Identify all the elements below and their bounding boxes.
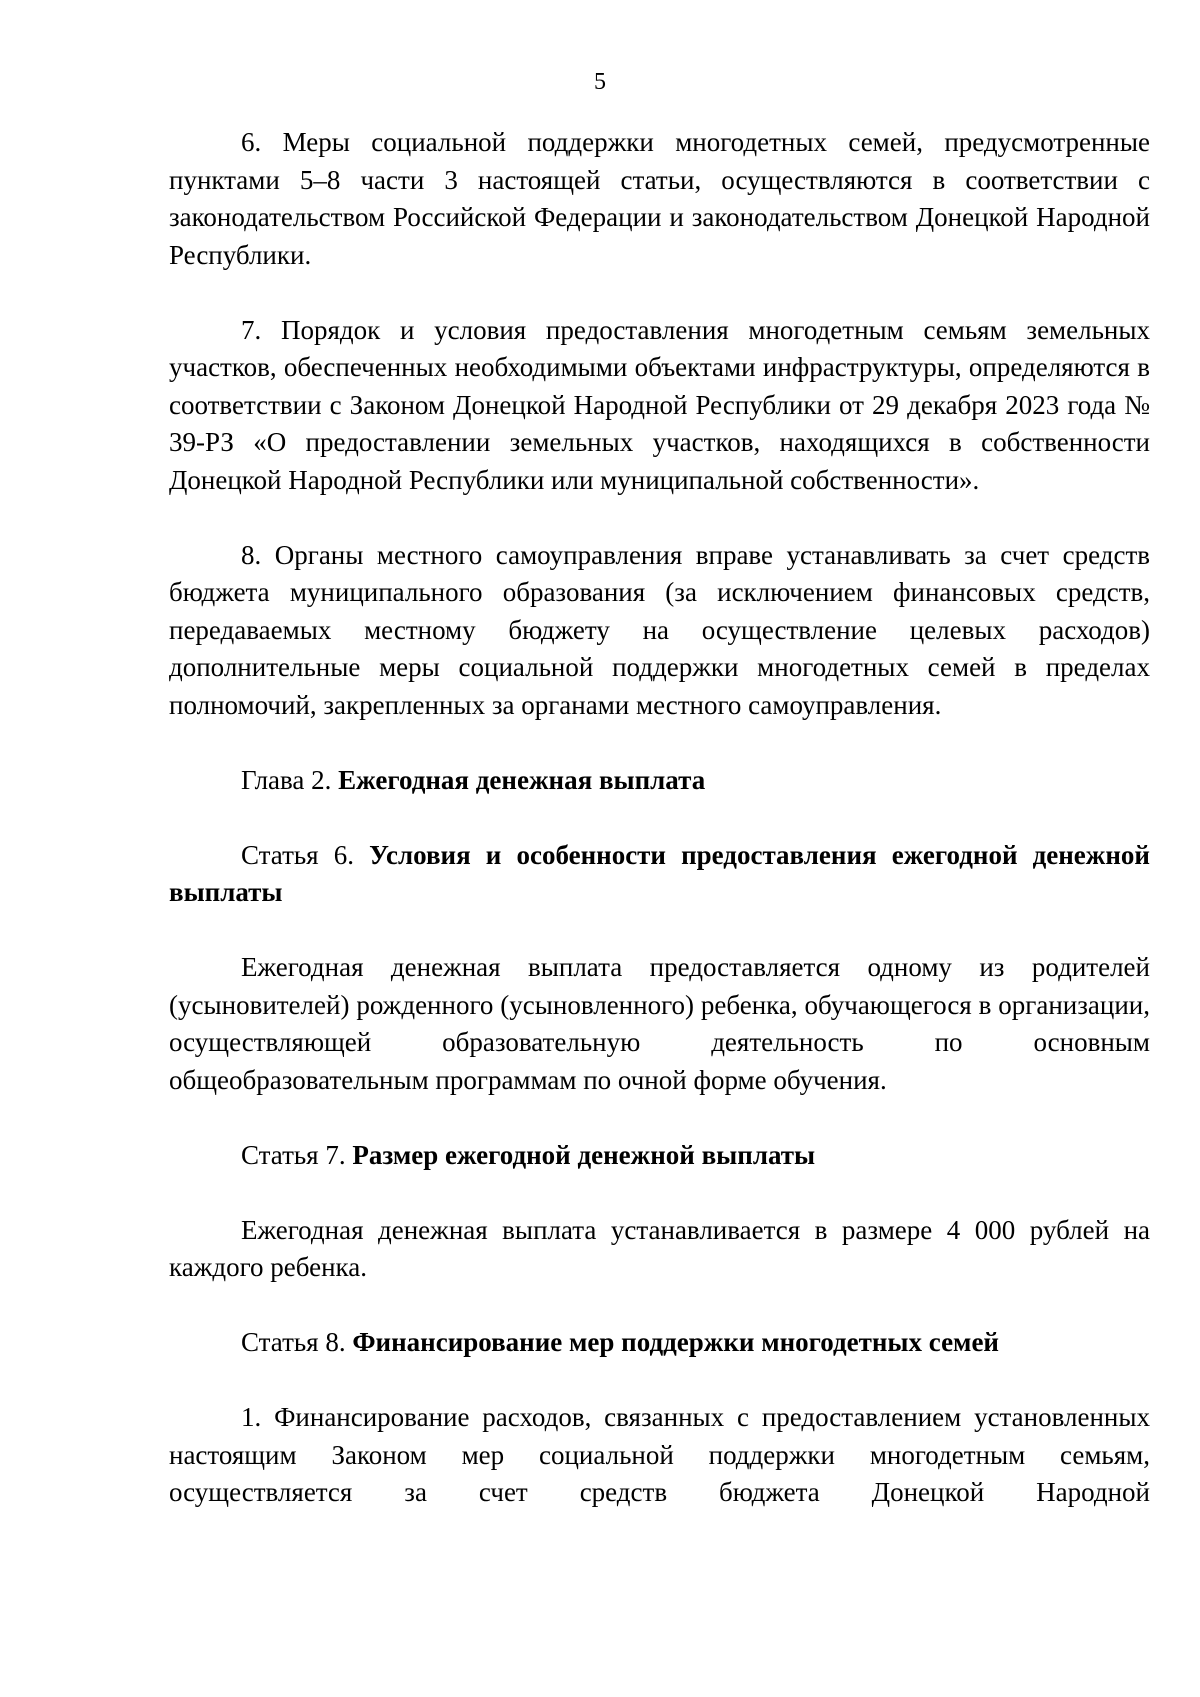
- article-7-body: Ежегодная денежная выплата устанавливается в размере 4 000 рублей на каждого ребенка.: [169, 1214, 1150, 1282]
- paragraph-8: 8. Органы местного самоуправления вправе устанавливать за счет средств бюджета муниципального образования (за исключением финансовых средств, передаваемых местному бюджету на осуществление целевых расходов) дополнительные меры социальной поддержки многодетных семей в пределах полномочий, закрепленных за органами местного самоуправления.: [169, 539, 1150, 720]
- article-8-body: 1. Финансирование расходов, связанных с предоставлением установленных настоящим Законом мер социальной поддержки многодетным семьям, осуществляется за счет средств бюджета Донецкой Народной: [169, 1402, 1150, 1507]
- article-8-prefix: Статья 8.: [241, 1327, 353, 1357]
- article-6-title: Условия и особенности предоставления ежегодной денежной выплаты: [169, 839, 1150, 907]
- document-body: [169, 124, 1150, 1512]
- article-7-heading: [169, 1137, 1150, 1175]
- paragraph-7: 7. Порядок и условия предоставления многодетным семьям земельных участков, обеспеченных необходимыми объектами инфраструктуры, определяются в соответствии с Законом Донецкой Народной Республики от 29 декабря 2023 года № 39-РЗ «О предоставлении земельных участков, находящихся в собственности Донецкой Народной Республики или муниципальной собственности».: [169, 314, 1150, 495]
- paragraph-6: 6. Меры социальной поддержки многодетных семей, предусмотренные пунктами 5–8 части 3 настоящей статьи, осуществляются в соответствии с законодательством Российской Федерации и законодательством Донецкой Народной Республики.: [169, 127, 1150, 270]
- chapter-2-heading: [169, 762, 1150, 800]
- article-6-prefix: Статья 6.: [241, 839, 370, 870]
- page-number: 5: [594, 69, 606, 95]
- article-6-body: Ежегодная денежная выплата предоставляется одному из родителей (усыновителей) рожденного (усыновленного) ребенка, обучающегося в организации, осуществляющей образовательную деятельность по основным общеобразовательным программам по очной форме обучения.: [169, 952, 1150, 1095]
- article-8-title: Финансирование мер поддержки многодетных семей: [352, 1327, 999, 1357]
- article-7-title: Размер ежегодной денежной выплаты: [352, 1139, 816, 1170]
- chapter-2-prefix: Глава 2.: [241, 764, 339, 795]
- article-7-prefix: Статья 7.: [241, 1139, 353, 1170]
- article-6-heading: [169, 837, 1150, 912]
- article-8-heading: [169, 1324, 1150, 1362]
- chapter-2-title: Ежегодная денежная выплата: [338, 764, 706, 795]
